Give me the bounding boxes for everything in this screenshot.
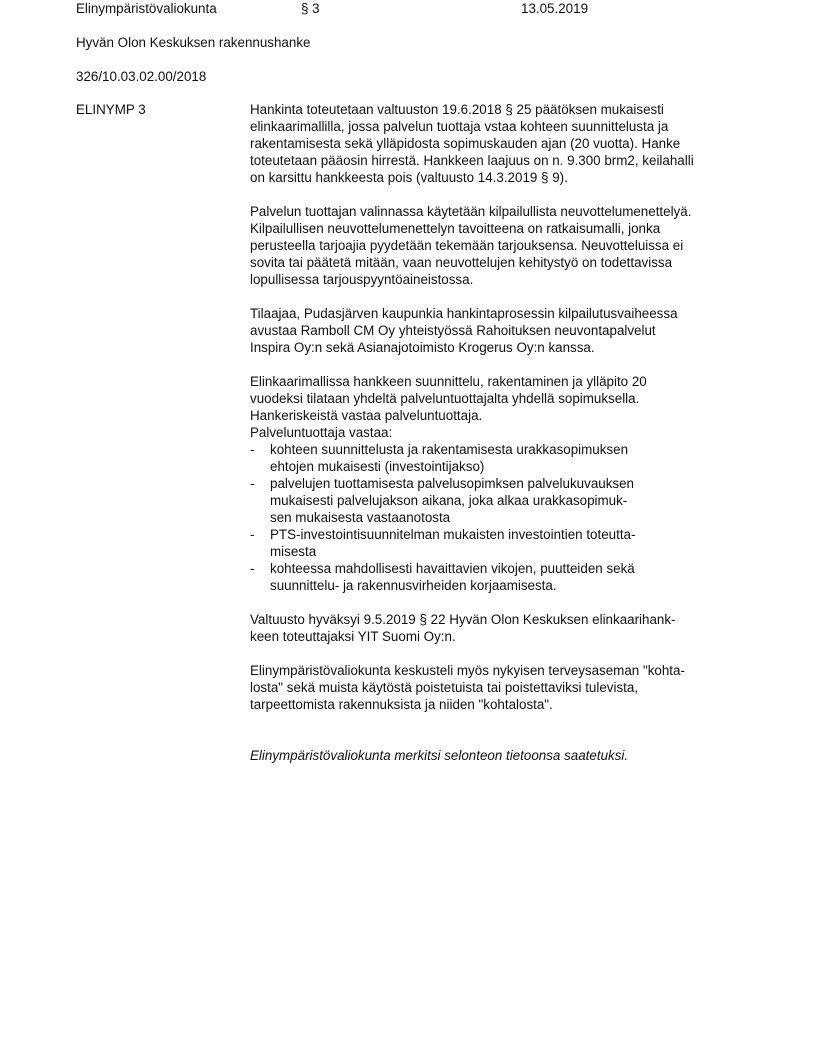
text-line: misesta [270,544,317,559]
text-line: losta" sekä muista käytöstä poistetuista tai poistettaviksi tulevista, [250,680,639,695]
document-title: Hyvän Olon Keskuksen rakennushanke [76,35,311,50]
text-line: Palvelun tuottajan valinnassa käytetään kilpailullista neuvottelumenettelyä. [250,204,692,219]
minutes-body [250,101,750,764]
text-line: toteutetaan pääosin hirrestä. Hankkeen laajuus on n. 9.300 brm2, keilahalli [250,153,694,168]
text-line: Elinkaarimallissa hankkeen suunnittelu, rakentaminen ja ylläpito 20 [250,374,647,389]
paragraph-discussion [250,662,750,713]
text-line: kohteessa mahdollisesti havaittavien vikojen, puutteiden sekä [270,561,635,576]
list-item [250,560,750,594]
paragraph-lifecycle-model [250,373,750,594]
paragraph-negotiation [250,203,750,288]
text-line: ehtojen mukaisesti (investointijakso) [270,459,485,474]
text-line: Valtuusto hyväksyi 9.5.2019 § 22 Hyvän Olon Keskuksen elinkaarihank- [250,612,676,627]
decision-text: Elinympäristövaliokunta merkitsi selonteon tietoonsa saatetuksi. [250,748,629,763]
text-line: PTS-investointisuunnitelman mukaisten investointien toteutta- [270,527,636,542]
committee-name: Elinympäristövaliokunta [76,1,217,16]
paragraph-consultants [250,305,750,356]
text-line: avustaa Ramboll CM Oy yhteistyössä Rahoituksen neuvontapalvelut [250,323,656,338]
text-line: Hankeriskeistä vastaa palveluntuottaja. [250,408,483,423]
text-line: tarpeettomista rakennuksista ja niiden "kohtalosta". [250,697,553,712]
text-line: on karsittu hankkeesta pois (valtuusto 14.3.2019 § 9). [250,170,568,185]
list-item [250,526,750,560]
document-number: 326/10.03.02.00/2018 [76,69,207,84]
meeting-date: 13.05.2019 [521,1,589,16]
list-bullet: - [250,527,255,542]
text-line: Palveluntuottaja vastaa: [250,425,393,440]
section-number: § 3 [301,1,320,16]
list-item [250,475,750,526]
list-bullet: - [250,442,255,457]
text-line: sovita tai päätetä mitään, vaan neuvottelujen kehitystyö on todettavissa [250,255,673,270]
text-line: Inspira Oy:n sekä Asianajotoimisto Krogerus Oy:n kanssa. [250,340,595,355]
text-line: perusteella tarjoajia pyydetään tekemään tarjouksensa. Neuvotteluissa ei [250,238,684,253]
text-line: kohteen suunnittelusta ja rakentamisesta urakkasopimuksen [270,442,629,457]
list-bullet: - [250,476,255,491]
list-bullet: - [250,561,255,576]
paragraph-procurement [250,101,750,186]
text-line: sen mukaisesta vastaanotosta [270,510,451,525]
text-line: keen toteuttajaksi YIT Suomi Oy:n. [250,629,456,644]
text-line: palvelujen tuottamisesta palvelusopimksen palvelukuvauksen [270,476,634,491]
text-line: Kilpailullisen neuvottelumenettelyn tavoitteena on ratkaisumalli, jonka [250,221,661,236]
text-line: vuodeksi tilataan yhdeltä palveluntuottajalta yhdellä sopimuksella. [250,391,640,406]
text-line: Elinympäristövaliokunta keskusteli myös nykyisen terveysaseman "kohta- [250,663,685,678]
text-line: rakentamisesta sekä ylläpidosta sopimuskauden ajan (20 vuotta). Hanke [250,136,681,151]
text-line: Tilaajaa, Pudasjärven kaupunkia hankintaprosessin kilpailutusvaiheessa [250,306,678,321]
text-line: elinkaarimallilla, jossa palvelun tuottaja vstaa kohteen suunnittelusta ja [250,119,669,134]
reference-code: ELINYMP 3 [76,102,146,117]
paragraph-council-approval [250,611,750,645]
text-line: mukaisesti palvelujakson aikana, joka alkaa urakkasopimuk- [270,493,628,508]
text-line: Hankinta toteutetaan valtuuston 19.6.2018 § 25 päätöksen mukaisesti [250,102,664,117]
list-item [250,441,750,475]
text-line: suunnittelu- ja rakennusvirheiden korjaamisesta. [270,578,557,593]
text-line: lopullisessa tarjouspyyntöaineistossa. [250,272,474,287]
